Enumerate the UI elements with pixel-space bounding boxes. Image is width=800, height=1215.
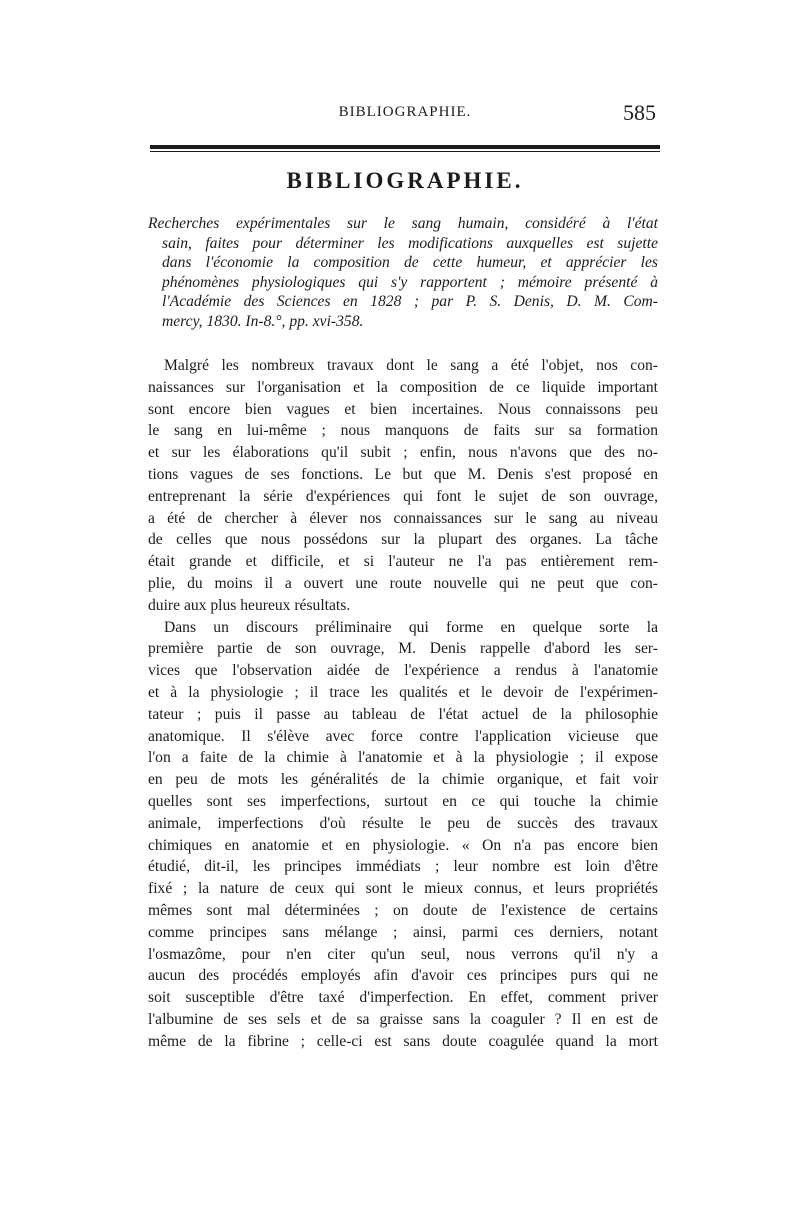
body-line: et à la physiologie ; il trace les qualités et le devoir de l'expérimen- (148, 683, 658, 701)
body-line: mêmes sont mal déterminées ; on doute de l'existence de certains (148, 901, 658, 919)
body-line: sont encore bien vagues et bien incertaines. Nous connaissons peu (148, 400, 658, 418)
citation-line: l'Académie des Sciences en 1828 ; par P. S. Denis, D. M. Com- (162, 293, 658, 311)
body-text (148, 355, 658, 1053)
header-rule-thin (150, 151, 660, 152)
body-line: était grande et difficile, et si l'auteur ne l'a pas entièrement rem- (148, 553, 658, 571)
header-rule-thick (150, 145, 660, 149)
running-head (150, 100, 660, 128)
body-line: l'albumine de ses sels et de sa graisse sans la coaguler ? Il en est de (148, 1010, 658, 1028)
body-line: en peu de mots les généralités de la chimie organique, et fait voir (148, 771, 658, 789)
citation (148, 214, 658, 332)
body-line: Malgré les nombreux travaux dont le sang a été l'objet, nos con- (164, 357, 658, 374)
body-line: anatomique. Il s'élève avec force contre l'application vicieuse que (148, 727, 658, 745)
citation-line: Recherches expérimentales sur le sang humain, considéré à l'état (148, 215, 658, 232)
body-line: tateur ; puis il passe au tableau de l'état actuel de la philosophie (148, 705, 658, 723)
body-line: même de la fibrine ; celle-ci est sans doute coagulée quand la mort (148, 1032, 658, 1050)
body-line: animale, imperfections d'où résulte le peu de succès des travaux (148, 814, 658, 832)
body-line: a été de chercher à élever nos connaissances sur le sang au niveau (148, 509, 658, 527)
citation-line: dans l'économie la composition de cette humeur, et apprécier les (162, 254, 658, 272)
body-line: le sang en lui-même ; nous manquons de faits sur sa formation (148, 422, 658, 440)
body-line: l'osmazôme, pour n'en citer qu'un seul, nous verrons qu'il n'y a (148, 945, 658, 963)
body-line: étudié, dit-il, les principes immédiats ; leur nombre est loin d'être (148, 858, 658, 876)
body-line: aucun des procédés employés afin d'avoir ces principes purs qui ne (148, 967, 658, 985)
body-line: quelles sont ses imperfections, surtout en ce qui touche la chimie (148, 792, 658, 810)
body-line: chimiques en anatomie et en physiologie. « On n'a pas encore bien (148, 836, 658, 854)
citation-line: mercy, 1830. In-8.°, pp. xvi-358. (162, 312, 364, 330)
body-line: l'on a faite de la chimie à l'anatomie et à la physiologie ; il expose (148, 749, 658, 767)
body-line: tions vagues de ses fonctions. Le but que M. Denis s'est proposé en (148, 465, 658, 483)
body-line: duire aux plus heureux résultats. (148, 596, 351, 614)
body-line: naissances sur l'organisation et la composition de ce liquide important (148, 378, 658, 396)
body-line: entreprenant la série d'expériences qui font le sujet de son ouvrage, (148, 487, 658, 505)
body-line: vices que l'observation aidée de l'expérience a rendus à l'anatomie (148, 662, 658, 680)
citation-line: phénomènes physiologiques qui s'y rapportent ; mémoire présenté à (162, 273, 658, 291)
body-line: comme principes sans mélange ; ainsi, parmi ces derniers, notant (148, 923, 658, 941)
body-line: plie, du moins il a ouvert une route nouvelle qui ne peut que con- (148, 574, 658, 592)
body-line: Dans un discours préliminaire qui forme en quelque sorte la (164, 618, 658, 636)
body-line: fixé ; la nature de ceux qui sont le mieux connus, et leurs propriétés (148, 880, 658, 898)
citation-line: sain, faites pour déterminer les modifications auxquelles est sujette (162, 234, 658, 252)
page-number: 585 (623, 100, 656, 125)
body-line: soit susceptible d'être taxé d'imperfection. En effet, comment priver (148, 989, 658, 1007)
body-line: de celles que nous possédons sur la plupart des organes. La tâche (148, 531, 658, 549)
body-line: première partie de son ouvrage, M. Denis rappelle d'abord les ser- (148, 640, 658, 658)
section-heading: BIBLIOGRAPHIE. (286, 168, 524, 193)
running-title: BIBLIOGRAPHIE. (338, 104, 472, 120)
body-line: et sur les élaborations qu'il subit ; enfin, nous n'avons que des no- (148, 444, 658, 462)
